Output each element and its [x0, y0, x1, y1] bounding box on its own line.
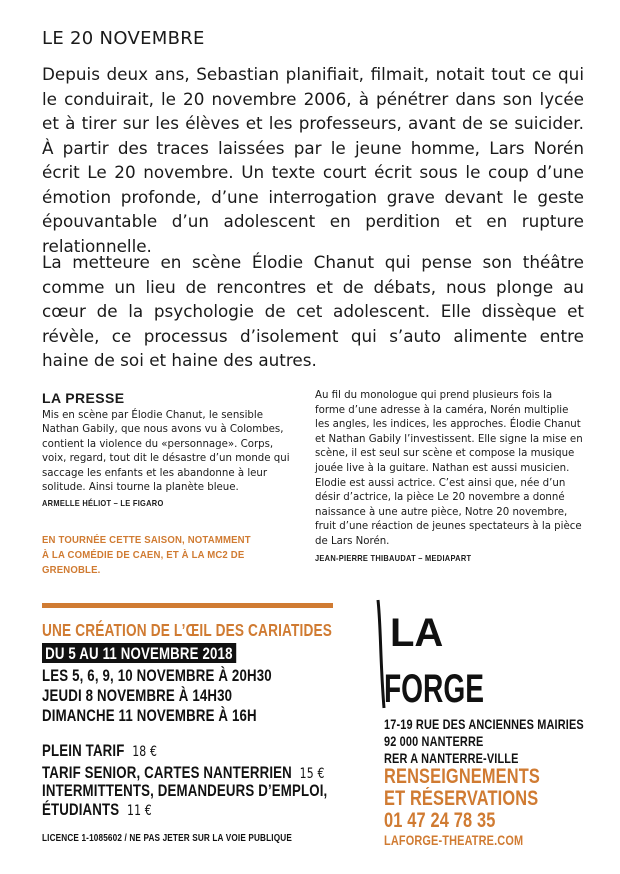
creation-credit: UNE CRÉATION DE L’ŒIL DES CARIATIDES [42, 620, 333, 640]
venue-address-2: 92 000 NANTERRE [384, 733, 484, 749]
event-date-3: DIMANCHE 11 NOVEMBRE À 16H [42, 706, 257, 725]
press-quote-mediapart: Au fil du monologue qui prend plusieurs fois la forme d’une adresse à la caméra, Norén multiplie les angles, les indices, les approches. Élodie Chanut et Nathan Gabily l’investissent. Elle signe la mise en scène, il est seul sur scène et compose la musique jouée live à la guitare. Nathan est aussi musicien. Elodie est aussi actrice. C’est ainsi que, née d’un désir d’actrice, la pièce Le 20 novembre a donné naissance à une autre pièce, Notre 20 novembre, fruit d’une réaction de jeunes spectateurs à la pièce de Lars Norén. [315, 390, 583, 547]
tour-notice [42, 533, 283, 578]
info-phone: 01 47 24 78 35 [384, 809, 496, 832]
tour-line-1: EN TOURNÉE CETTE SAISON, NOTAMMENT [42, 535, 251, 546]
intro-paragraph-1: Depuis deux ans, Sebastian planifiait, filmait, notait tout ce qui le conduirait, le 20 novembre 2006, à pénétrer dans son lycée et à tirer sur les élèves et les professeurs, avant de se suicider. À partir des traces laissées par le jeune homme, Lars Norén écrit Le 20 novembre. Un texte court écrit sous le coup d’une émotion profonde, d’une interrogation grave devant le geste épouvantable d’un adolescent en perdition et en rupture relationnelle. [42, 64, 584, 256]
venue-address-1: 17-19 RUE DES ANCIENNES MAIRIES [384, 716, 584, 732]
press-heading: LA PRESSE [42, 390, 125, 406]
la-forge-logo [372, 598, 487, 710]
venue-address-3: RER A NANTERRE-VILLE [384, 750, 519, 766]
press-right-column [315, 389, 583, 563]
press-author-figaro: ARMELLE HÉLIOT – LE FIGARO [42, 498, 164, 509]
tarif-senior-price: 15 € [299, 766, 325, 782]
tour-line-2: À LA COMÉDIE DE CAEN, ET À LA MC2 DE GRENOBLE. [42, 550, 245, 576]
press-quote-figaro: Mis en scène par Élodie Chanut, le sensible Nathan Gabily, que nous avons vu à Colombes, contient la violence du «personnage». Corps, voix, regard, tout dit le désastre d’un monde qui saccage les enfants et les abandonne à leur solitude. Ainsi tourne la planète bleue. [42, 410, 290, 494]
tarif-senior-label: TARIF SENIOR, CARTES NANTERRIEN [42, 763, 292, 782]
intro-paragraph-2: La metteure en scène Élodie Chanut qui pense son théâtre comme un lieu de rencontres et de débats, nous plonge au cœur de la psychologie de cet adolescent. Elle dissèque et révèle, ce processus d’isolement qui s’auto alimente entre haine de soi et haine des autres. [42, 252, 584, 370]
press-left-column [42, 390, 294, 508]
tarif-reduit-line-1: INTERMITTENTS, DEMANDEURS D’EMPLOI, [42, 781, 328, 800]
tarif-plein-label: PLEIN TARIF [42, 741, 125, 760]
website-link[interactable]: LAFORGE-THEATRE.COM [384, 832, 524, 848]
tarif-senior [42, 763, 325, 783]
tarif-reduit [42, 800, 152, 820]
info-heading-2: ET RÉSERVATIONS [384, 787, 539, 810]
licence-notice: LICENCE 1-1085602 / NE PAS JETER SUR LA VOIE PUBLIQUE [42, 832, 292, 844]
logo-word-la: LA [390, 611, 444, 655]
tarif-reduit-label: ÉTUDIANTS [42, 800, 120, 819]
page-title: LE 20 NOVEMBRE [42, 28, 205, 49]
tarif-plein-price: 18 € [132, 744, 158, 760]
event-date-1: LES 5, 6, 9, 10 NOVEMBRE À 20H30 [42, 666, 272, 685]
tarif-reduit-price: 11 € [126, 803, 152, 819]
info-heading-1: RENSEIGNEMENTS [384, 765, 540, 788]
tarif-plein [42, 741, 157, 761]
logo-word-forge: FORGE [384, 667, 484, 711]
press-author-mediapart: JEAN-PIERRE THIBAUDAT – MEDIAPART [315, 552, 472, 563]
event-period: DU 5 AU 11 NOVEMBRE 2018 [42, 643, 237, 663]
event-date-2: JEUDI 8 NOVEMBRE À 14H30 [42, 686, 233, 705]
accent-divider [42, 603, 333, 608]
